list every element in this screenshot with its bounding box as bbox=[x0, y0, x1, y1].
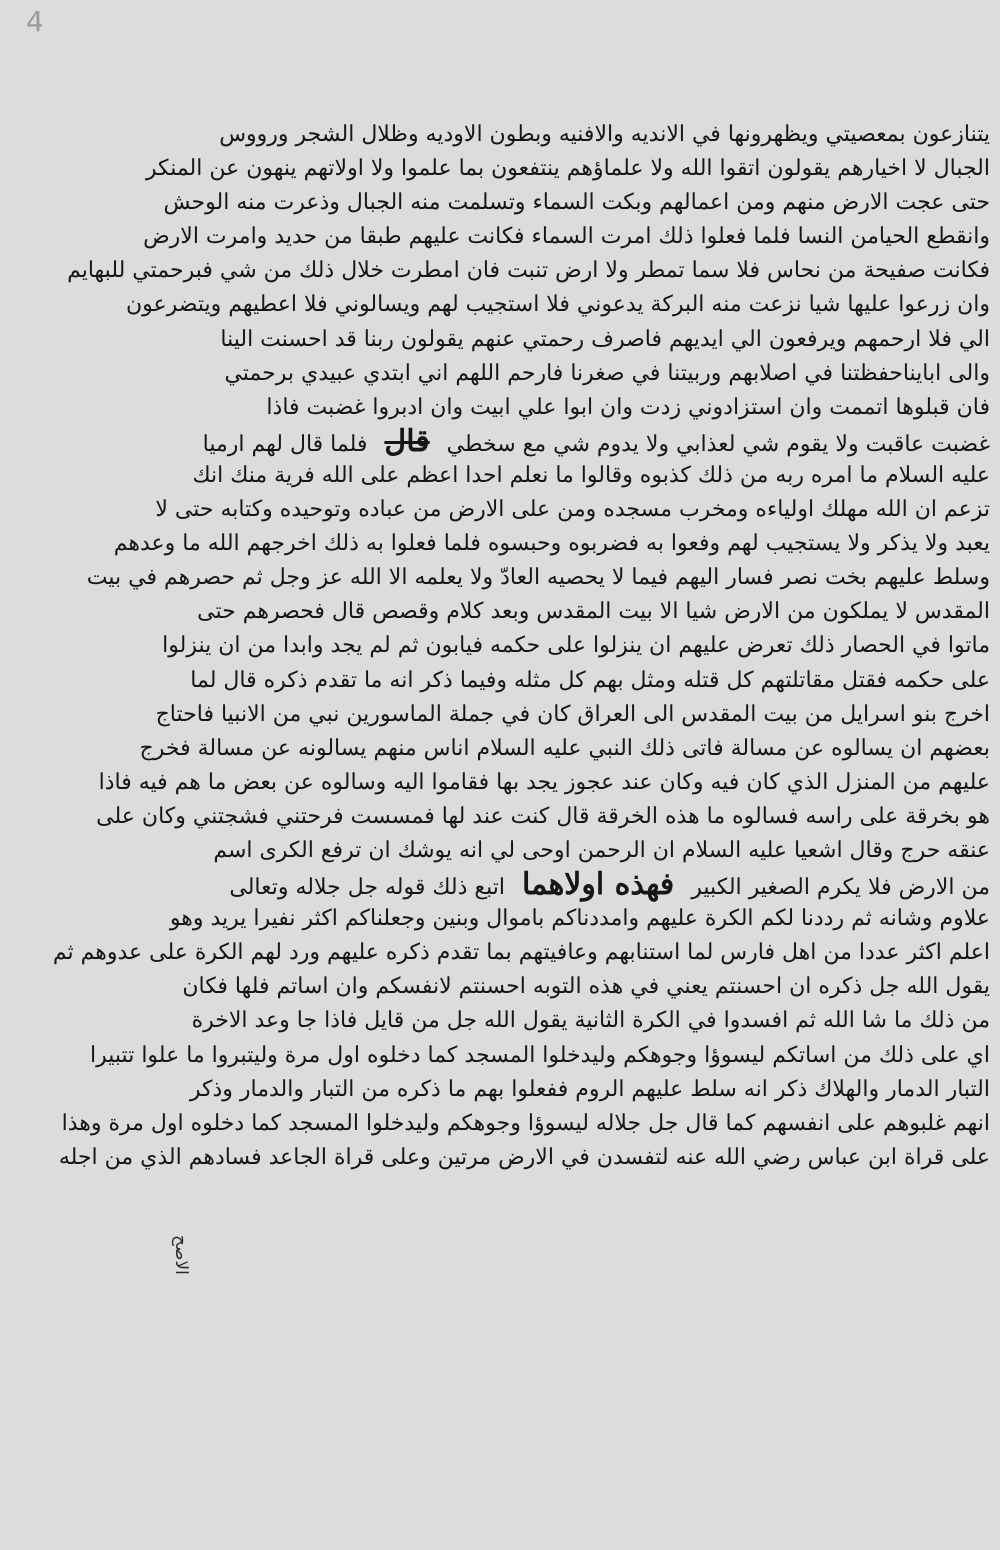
text-line bbox=[126, 288, 990, 322]
line-text: من الارض فلا يكرم الصغير الكبير bbox=[684, 875, 990, 901]
text-line bbox=[61, 1107, 990, 1141]
text-line bbox=[189, 1073, 990, 1107]
line-text: يتنازعون بمعصيتي ويظهرونها في الانديه والافنيه وبطون الاوديه وظلال الشجر ورووس bbox=[219, 122, 990, 147]
line-text: الي فلا ارحمهم ويرفعون الي ايديهم فاصرف رحمتي عنهم يقولون ربنا قد احسنت الينا bbox=[220, 326, 990, 352]
text-line bbox=[195, 868, 990, 902]
line-text: عليه السلام ما امره ربه من ذلك كذبوه وقالوا ما نعلم احدا اعظم على الله فرية منك انك bbox=[192, 462, 990, 488]
line-text: هو بخرقة على راسه فسالوه ما هذه الخرقة قال كنت عند لها فمسست فرحتني فشجتني وكان على bbox=[96, 803, 990, 829]
text-line bbox=[145, 152, 990, 186]
text-line bbox=[162, 629, 990, 663]
text-line bbox=[98, 766, 990, 800]
manuscript-text-block bbox=[52, 118, 990, 1175]
folio-number: 4 bbox=[26, 5, 44, 38]
line-text: على قراة ابن عباس رضي الله عنه لتفسدن في الارض مرتين وعلى قراة الجاعد فسادهم الذي من اجله bbox=[58, 1144, 990, 1170]
line-text: عنقه حرج وقال اشعيا عليه السلام ان الرحمن اوحى لي انه يوشك ان ترفع الكرى اسم bbox=[213, 837, 990, 863]
text-line bbox=[195, 834, 990, 868]
rubric-heading: قال bbox=[384, 423, 430, 459]
text-line bbox=[195, 118, 990, 152]
line-text: حتى عجت الارض منهم ومن اعمالهم وبكت السماء وتسلمت منه الجبال وذعرت منه الوحش bbox=[163, 190, 990, 216]
line-text: وان زرعوا عليها شيا نزعت منه البركة يدعوني فلا استجيب لهم ويسالوني فلا اعطيهم ويتضرعون bbox=[126, 292, 990, 318]
text-line bbox=[155, 698, 990, 732]
text-line bbox=[195, 323, 990, 357]
line-text: التبار الدمار والهلاك ذكر انه سلط عليهم الروم ففعلوا بهم ما ذكره من التبار والدمار وذكر bbox=[189, 1076, 990, 1102]
line-text: عليهم من المنزل الذي كان فيه وكان عند عجوز يجد بها فقاموا اليه وسالوه عن بعض ما هم فيه فاذا bbox=[98, 769, 990, 795]
margin-note: الاصح bbox=[171, 1235, 191, 1275]
line-text: فلما قال لهم ارميا bbox=[202, 431, 375, 457]
line-text: غضبت عاقبت ولا يقوم شي لعذابي ولا يدوم شي مع سخطي bbox=[439, 431, 990, 457]
line-text: تزعم ان الله مهلك اولياءه ومخرب مسجده ومن على الارض من عباده وتوحيده وكتابه حتى لا bbox=[155, 497, 990, 523]
text-line bbox=[67, 254, 990, 288]
line-text: من ذلك ما شا الله ثم افسدوا في الكرة الثانية يقول الله جل من قايل فاذا جا وعد الاخرة bbox=[191, 1008, 990, 1034]
text-line bbox=[195, 595, 990, 629]
text-line bbox=[195, 391, 990, 425]
line-text: وانقطع الحيامن النسا فلما فعلوا ذلك امرت السماء فكانت عليهم طبقا من حديد وامرت الارض bbox=[143, 224, 990, 250]
text-line bbox=[195, 425, 990, 459]
text-line bbox=[90, 1039, 990, 1073]
rubric-heading: فهذه اولاهما bbox=[521, 867, 675, 903]
text-line bbox=[58, 1141, 990, 1175]
line-text: يعبد ولا يذكر ولا يستجيب لهم وفعوا به فضربوه وحبسوه فلما فعلوا به ذلك اخرجهم الله ما وعدهم bbox=[113, 531, 990, 557]
line-text: اخرج بنو اسرايل من بيت المقدس الى العراق كان في جملة الماسورين نبي من الانبيا فاحتاج bbox=[155, 701, 990, 727]
text-line bbox=[182, 970, 990, 1004]
text-line bbox=[190, 664, 990, 698]
text-line bbox=[195, 357, 990, 391]
text-line bbox=[86, 561, 990, 595]
line-text: المقدس لا يملكون من الارض شيا الا بيت المقدس وبعد كلام وقصص قال فحصرهم حتى bbox=[197, 599, 990, 625]
text-line bbox=[143, 220, 990, 254]
line-text: والى ابايناحفظتنا في اصلابهم وربيتنا في صغرنا فارحم اللهم اني ابتدي عبيدي برحمتي bbox=[224, 360, 990, 386]
line-text: علاوم وشانه ثم رددنا لكم الكرة عليهم وامددناكم باموال وبنين وجعلناكم اكثر نفيرا يريد وهو bbox=[169, 906, 990, 932]
text-line bbox=[155, 493, 990, 527]
text-line bbox=[163, 186, 990, 220]
text-line bbox=[139, 732, 990, 766]
line-text: اتبع ذلك قوله جل جلاله وتعالى bbox=[229, 875, 512, 901]
line-text: بعضهم ان يسالوه عن مسالة فاتى ذلك النبي عليه السلام اناس منهم يسالونه عن مسالة فخرج bbox=[139, 735, 990, 761]
text-line bbox=[169, 902, 990, 936]
line-text: وسلط عليهم بخت نصر فسار اليهم فيما لا يحصيه العادّ ولا يعلمه الا الله عز وجل ثم حصرهم في بيت bbox=[86, 565, 990, 591]
text-line bbox=[52, 936, 990, 970]
text-line bbox=[113, 527, 990, 561]
line-text: انهم غلبوهم على انفسهم كما قال جل جلاله ليسوؤا وجوهكم وليدخلوا المسجد كما دخلوه اول مرة وهذا bbox=[61, 1110, 990, 1136]
line-text: اي على ذلك من اساتكم ليسوؤا وجوهكم وليدخلوا المسجد كما دخلوه اول مرة وليتبروا ما علوا تتبيرا bbox=[90, 1042, 990, 1068]
line-text: الجبال لا اخيارهم يقولون اتقوا الله ولا علماؤهم ينتفعون بما علموا ولا اولاتهم ينهون عن المنكر bbox=[145, 156, 990, 182]
line-text: على حكمه فقتل مقاتلتهم كل قتله ومثل بهم كل مثله وفيما ذكر انه ما تقدم ذكره قال لما bbox=[190, 667, 990, 693]
line-text: يقول الله جل ذكره ان احسنتم يعني في هذه التوبه احسنتم لانفسكم وان اساتم فلها فكان bbox=[182, 974, 990, 1000]
text-line bbox=[191, 1004, 990, 1038]
text-line bbox=[96, 800, 990, 834]
line-text: فان قبلوها اتممت وان استزادوني زدت وان ابوا علي ابيت وان ادبروا غضبت فاذا bbox=[266, 394, 990, 420]
text-line bbox=[192, 459, 990, 493]
line-text: ماتوا في الحصار ذلك تعرض عليهم ان ينزلوا على حكمه فيابون ثم لم يجد وابدا من ان ينزلوا bbox=[162, 633, 990, 659]
line-text: اعلم اكثر عددا من اهل فارس لما استنابهم وعافيتهم بما تقدم ذكره عليهم ورد لهم الكرة على عدوهم ثم bbox=[52, 940, 990, 966]
line-text: فكانت صفيحة من نحاس فلا سما تمطر ولا ارض تنبت فان امطرت خلال ذلك من شي فبرحمتي للبهايم bbox=[67, 258, 990, 284]
